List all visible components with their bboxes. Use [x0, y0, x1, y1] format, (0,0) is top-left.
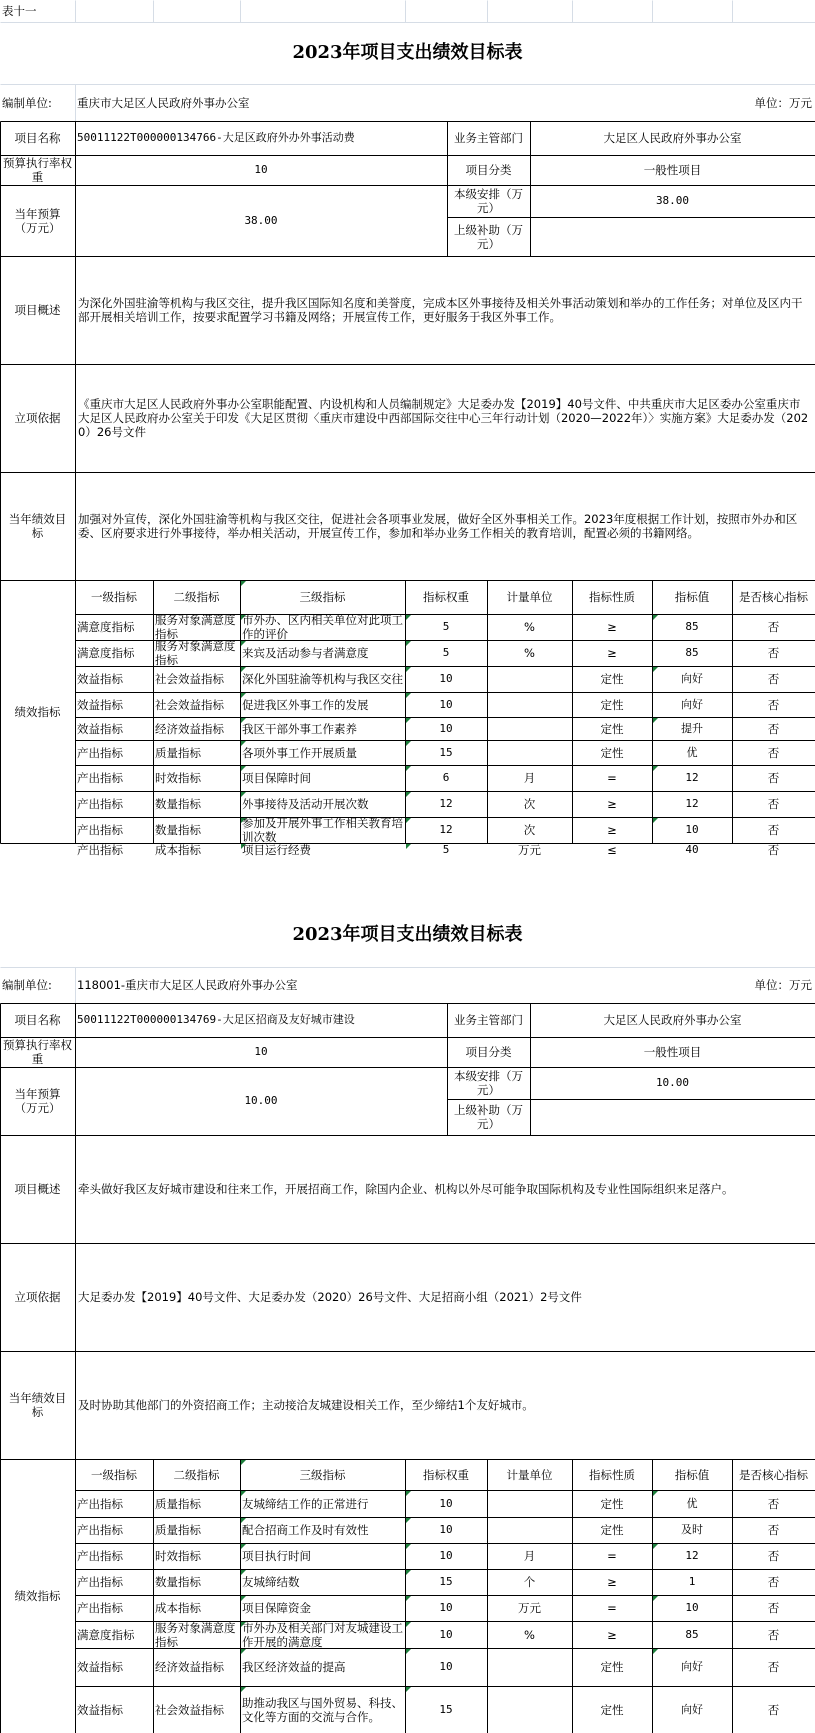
level1-indicator: 效益指标 [77, 1702, 123, 1717]
indicator-weight: 12 [439, 797, 453, 810]
indicator-weight: 10 [439, 1549, 453, 1562]
local-funds-value: 10.00 [655, 1076, 690, 1089]
label-budget: 当年预算（万元） [14, 206, 61, 235]
level3-indicator: 项目保障时间 [242, 771, 311, 785]
label-upper-funds: 上级补助（万元） [454, 1103, 523, 1131]
core-flag: 否 [767, 721, 780, 736]
level3-indicator: 项目运行经费 [242, 843, 311, 857]
level2-indicator: 时效指标 [155, 771, 201, 785]
measure-unit [487, 740, 572, 765]
level2-indicator: 社会效益指标 [155, 697, 224, 712]
project-name-value: 50011122T000000134766-大足区政府外办外事活动费 [77, 131, 355, 144]
indicator-weight: 10 [439, 1660, 453, 1673]
indicator-value: 85 [685, 646, 699, 659]
level3-indicator: 外事接待及活动开展次数 [242, 797, 369, 811]
measure-unit [487, 692, 572, 717]
level1-indicator: 满意度指标 [77, 1627, 135, 1642]
level3-indicator: 各项外事工作开展质量 [242, 745, 357, 760]
level3-indicator: 来宾及活动参与者满意度 [242, 646, 369, 660]
label-overview: 项目概述 [14, 1182, 61, 1196]
level1-indicator: 效益指标 [77, 672, 123, 686]
level3-indicator: 配合招商工作及时有效性 [242, 1523, 369, 1537]
level1-indicator: 满意度指标 [77, 620, 135, 634]
label-perf: 绩效指标 [14, 704, 61, 719]
level1-indicator: 效益指标 [77, 697, 123, 712]
money-unit: 单位：万元 [754, 95, 812, 110]
measure-unit: 月 [523, 771, 536, 785]
core-flag: 否 [767, 1627, 780, 1642]
core-flag: 否 [767, 1601, 780, 1615]
budget-value: 10.00 [244, 1094, 278, 1107]
indicator-weight: 10 [439, 1601, 453, 1614]
indicator-nature: 定性 [600, 1702, 624, 1717]
label-goal: 当年绩效目标 [8, 1391, 67, 1419]
core-flag: 否 [767, 797, 780, 811]
core-flag: 否 [767, 843, 780, 857]
core-flag: 否 [767, 1496, 780, 1511]
label-upper-funds: 上级补助（万元） [454, 222, 523, 251]
indicator-nature: 定性 [600, 721, 624, 736]
indicator-value: 向好 [681, 697, 703, 711]
org-label: 编制单位: [2, 978, 52, 992]
indicator-nature: 定性 [600, 1496, 624, 1511]
indicator-weight: 10 [439, 1523, 453, 1536]
category-value: 一般性项目 [643, 163, 702, 177]
indicator-weight: 10 [439, 672, 453, 685]
upper-funds-value [530, 1099, 815, 1135]
core-flag: 否 [767, 672, 780, 686]
indicator-weight: 15 [439, 1575, 453, 1588]
indicator-weight: 5 [442, 843, 450, 856]
level2-indicator: 质量指标 [155, 1523, 201, 1537]
org-label: 编制单位: [2, 95, 52, 110]
col-header: 指标权重 [423, 1467, 469, 1482]
indicator-value: 12 [685, 771, 699, 784]
label-local-funds: 本级安排（万元） [454, 187, 523, 215]
core-flag: 否 [767, 697, 780, 712]
core-flag: 否 [767, 1702, 780, 1717]
level2-indicator: 成本指标 [155, 1601, 201, 1615]
level3-indicator: 深化外国驻渝等机构与我区交往 [242, 672, 403, 686]
table-title: 2023年项目支出绩效目标表 [292, 924, 523, 945]
indicator-value: 85 [685, 1627, 699, 1641]
basis-text: 《重庆市大足区人民政府外事办公室职能配置、内设机构和人员编制规定》大足委办发【2019】40号文件、中共重庆市大足区委办公室重庆市大足区人民政府办公室关于印发《大足区贯彻〈重庆市建设中西部国际交往中心三年行动计划（2020—2022年）〉实施方案》大足委办发（2020）26号文件 [78, 397, 809, 439]
indicator-nature: ≥ [607, 1627, 617, 1642]
indicator-value: 提升 [681, 721, 703, 735]
measure-unit [487, 1686, 572, 1733]
level2-indicator: 质量指标 [155, 745, 201, 760]
measure-unit: % [524, 646, 535, 660]
indicator-nature: ≤ [607, 843, 617, 857]
level3-indicator: 项目保障资金 [242, 1601, 311, 1615]
indicator-value: 12 [685, 1549, 699, 1562]
indicator-weight: 10 [439, 1496, 453, 1510]
col-header: 二级指标 [173, 590, 220, 604]
indicator-nature: 定性 [600, 672, 624, 686]
core-flag: 否 [767, 620, 780, 634]
core-flag: 否 [767, 1523, 780, 1537]
core-flag: 否 [767, 646, 780, 660]
level3-indicator: 项目执行时间 [242, 1549, 311, 1563]
level2-indicator: 质量指标 [155, 1496, 201, 1511]
label-category: 项目分类 [465, 1045, 512, 1059]
indicator-nature: 定性 [600, 697, 624, 712]
indicator-nature: ≥ [607, 646, 617, 660]
core-flag: 否 [767, 1549, 780, 1563]
col-header: 一级指标 [91, 590, 137, 604]
overview-text: 牵头做好我区友好城市建设和往来工作，开展招商工作，除国内企业、机构以外尽可能争取国际机构及专业性国际组织来足落户。 [78, 1182, 734, 1196]
col-header: 三级指标 [299, 1467, 346, 1482]
indicator-weight: 10 [439, 721, 453, 735]
dept-value: 大足区人民政府外事办公室 [603, 1013, 742, 1027]
core-flag: 否 [767, 823, 780, 837]
col-header: 指标权重 [423, 590, 469, 604]
level2-indicator: 数量指标 [155, 823, 201, 837]
level2-indicator: 数量指标 [155, 1575, 201, 1589]
indicator-nature: = [607, 771, 617, 785]
measure-unit: 万元 [518, 1601, 541, 1615]
indicator-weight: 12 [439, 823, 453, 836]
label-exec-rate: 预算执行率权重 [3, 156, 72, 184]
level1-indicator: 产出指标 [77, 797, 123, 811]
level3-indicator: 助推动我区与国外贸易、科技、文化等方面的交流与合作。 [242, 1695, 403, 1724]
level1-indicator: 效益指标 [77, 721, 123, 736]
level1-indicator: 产出指标 [77, 745, 123, 760]
indicator-value: 优 [686, 745, 698, 759]
measure-unit: % [524, 1627, 535, 1642]
label-dept: 业务主管部门 [454, 1013, 523, 1027]
indicator-weight: 6 [442, 771, 450, 784]
measure-unit [487, 1648, 572, 1686]
label-project-name: 项目名称 [14, 1013, 61, 1027]
level3-indicator: 我区经济效益的提高 [242, 1660, 346, 1674]
measure-unit: 次 [523, 823, 536, 837]
label-budget: 当年预算（万元） [14, 1087, 61, 1115]
level2-indicator: 社会效益指标 [155, 672, 224, 686]
core-flag: 否 [767, 771, 780, 785]
org-name: 重庆市大足区人民政府外事办公室 [77, 95, 250, 110]
sheet-label: 表十一 [2, 4, 37, 18]
indicator-value: 40 [685, 843, 699, 856]
level1-indicator: 产出指标 [77, 823, 123, 837]
label-project-name: 项目名称 [14, 131, 61, 145]
label-basis: 立项依据 [14, 1290, 61, 1304]
col-header: 二级指标 [173, 1467, 220, 1482]
level1-indicator: 产出指标 [77, 843, 123, 857]
indicator-weight: 15 [439, 1702, 453, 1716]
core-flag: 否 [767, 1575, 780, 1589]
indicator-nature: 定性 [600, 1523, 624, 1537]
indicator-nature: 定性 [600, 1660, 624, 1674]
level1-indicator: 产出指标 [77, 1549, 123, 1563]
level1-indicator: 产出指标 [77, 1523, 123, 1537]
indicator-value: 85 [685, 620, 699, 633]
indicator-nature: = [607, 1601, 617, 1615]
label-perf: 绩效指标 [14, 1589, 61, 1603]
indicator-value: 向好 [681, 1660, 703, 1673]
level3-indicator: 友城缔结数 [242, 1575, 300, 1589]
level1-indicator: 效益指标 [77, 1660, 123, 1674]
measure-unit [487, 1490, 572, 1517]
col-header: 指标性质 [589, 590, 635, 604]
measure-unit: % [524, 620, 535, 634]
col-header: 是否核心指标 [739, 1467, 808, 1482]
measure-unit [487, 717, 572, 740]
goal-text: 及时协助其他部门的外资招商工作；主动接洽友城建设相关工作，至少缔结1个友好城市。 [78, 1398, 534, 1412]
indicator-nature: 定性 [600, 745, 624, 760]
level2-indicator: 时效指标 [155, 1549, 201, 1563]
indicator-nature: ≥ [607, 823, 617, 837]
indicator-nature: ≥ [607, 797, 617, 811]
level1-indicator: 满意度指标 [77, 646, 135, 660]
measure-unit: 月 [523, 1549, 536, 1563]
indicator-weight: 5 [442, 646, 450, 659]
col-header: 指标性质 [589, 1467, 635, 1482]
category-value: 一般性项目 [643, 1045, 702, 1059]
project-name-value: 50011122T000000134769-大足区招商及友好城市建设 [77, 1013, 355, 1026]
indicator-weight: 10 [439, 1627, 453, 1641]
level2-indicator: 成本指标 [155, 843, 201, 857]
label-overview: 项目概述 [14, 303, 61, 317]
level1-indicator: 产出指标 [77, 1496, 123, 1511]
money-unit: 单位：万元 [754, 978, 812, 992]
indicator-weight: 10 [439, 697, 453, 711]
level1-indicator: 产出指标 [77, 1601, 123, 1615]
level2-indicator: 服务对象满意度指标 [155, 1621, 236, 1648]
level3-indicator: 市外办及相关部门对友城建设工作开展的满意度 [242, 1621, 403, 1648]
measure-unit: 万元 [518, 843, 541, 857]
table-title: 2023年项目支出绩效目标表 [292, 42, 523, 63]
measure-unit: 次 [523, 797, 536, 811]
col-header: 指标值 [674, 1467, 710, 1482]
level3-indicator: 市外办、区内相关单位对此项工作的评价 [242, 614, 403, 640]
indicator-value: 及时 [681, 1523, 703, 1536]
measure-unit: 个 [523, 1575, 536, 1589]
label-local-funds: 本级安排（万元） [454, 1069, 523, 1097]
level2-indicator: 经济效益指标 [155, 721, 224, 736]
col-header: 是否核心指标 [739, 590, 808, 604]
level2-indicator: 社会效益指标 [155, 1702, 224, 1717]
exec-rate-value: 10 [254, 1045, 268, 1058]
org-name: 118001-重庆市大足区人民政府外事办公室 [77, 978, 298, 992]
goal-text: 加强对外宣传，深化外国驻渝等机构与我区交往，促进社会各项事业发展，做好全区外事相关工作。2023年度根据工作计划，按照市外办和区委、区府要求进行外事接待，举办相关活动，开展宣传工作，参加和举办业务工作相关的教育培训，配置必须的书籍网络。 [78, 512, 798, 540]
indicator-weight: 15 [439, 745, 453, 759]
measure-unit [487, 1517, 572, 1543]
level2-indicator: 数量指标 [155, 797, 201, 811]
col-header: 一级指标 [91, 1467, 137, 1482]
level3-indicator: 促进我区外事工作的发展 [242, 697, 369, 712]
indicator-value: 10 [685, 823, 699, 836]
level3-indicator: 我区干部外事工作素养 [242, 721, 357, 736]
indicator-nature: = [607, 1549, 617, 1563]
local-funds-value: 38.00 [655, 194, 690, 207]
label-dept: 业务主管部门 [454, 131, 523, 145]
core-flag: 否 [767, 745, 780, 760]
level2-indicator: 服务对象满意度指标 [155, 614, 236, 640]
core-flag: 否 [767, 1660, 780, 1674]
indicator-value: 优 [686, 1496, 698, 1510]
level3-indicator: 友城缔结工作的正常进行 [242, 1496, 369, 1511]
level2-indicator: 经济效益指标 [155, 1660, 224, 1674]
label-category: 项目分类 [465, 163, 512, 177]
col-header: 指标值 [674, 590, 710, 604]
basis-text: 大足委办发【2019】40号文件、大足委办发（2020）26号文件、大足招商小组（2021）2号文件 [78, 1290, 582, 1304]
indicator-value: 1 [688, 1575, 696, 1588]
label-exec-rate: 预算执行率权重 [3, 1038, 72, 1066]
level3-indicator: 参加及开展外事工作相关教育培训次数 [242, 817, 403, 843]
upper-funds-value [530, 217, 815, 256]
level2-indicator: 服务对象满意度指标 [155, 640, 236, 666]
col-header: 三级指标 [299, 590, 346, 604]
indicator-value: 向好 [681, 672, 703, 685]
level1-indicator: 产出指标 [77, 771, 123, 785]
exec-rate-value: 10 [254, 163, 268, 176]
measure-unit [487, 666, 572, 692]
col-header: 计量单位 [506, 590, 553, 604]
indicator-value: 10 [685, 1601, 699, 1614]
label-goal: 当年绩效目标 [8, 512, 67, 540]
indicator-value: 12 [685, 797, 699, 810]
indicator-weight: 5 [442, 620, 450, 633]
indicator-nature: ≥ [607, 620, 617, 634]
level1-indicator: 产出指标 [77, 1575, 123, 1589]
indicator-nature: ≥ [607, 1575, 617, 1589]
indicator-value: 向好 [681, 1702, 703, 1716]
dept-value: 大足区人民政府外事办公室 [603, 131, 742, 145]
overview-text: 为深化外国驻渝等机构与我区交往，提升我区国际知名度和美誉度，完成本区外事接待及相关外事活动策划和举办的工作任务；对单位及区内干部开展相关培训工作，按要求配置学习书籍及网络；开展宣传工作，更好服务于我区外事工作。 [78, 296, 803, 324]
label-basis: 立项依据 [14, 411, 61, 425]
col-header: 计量单位 [506, 1467, 553, 1482]
budget-value: 38.00 [244, 213, 278, 227]
